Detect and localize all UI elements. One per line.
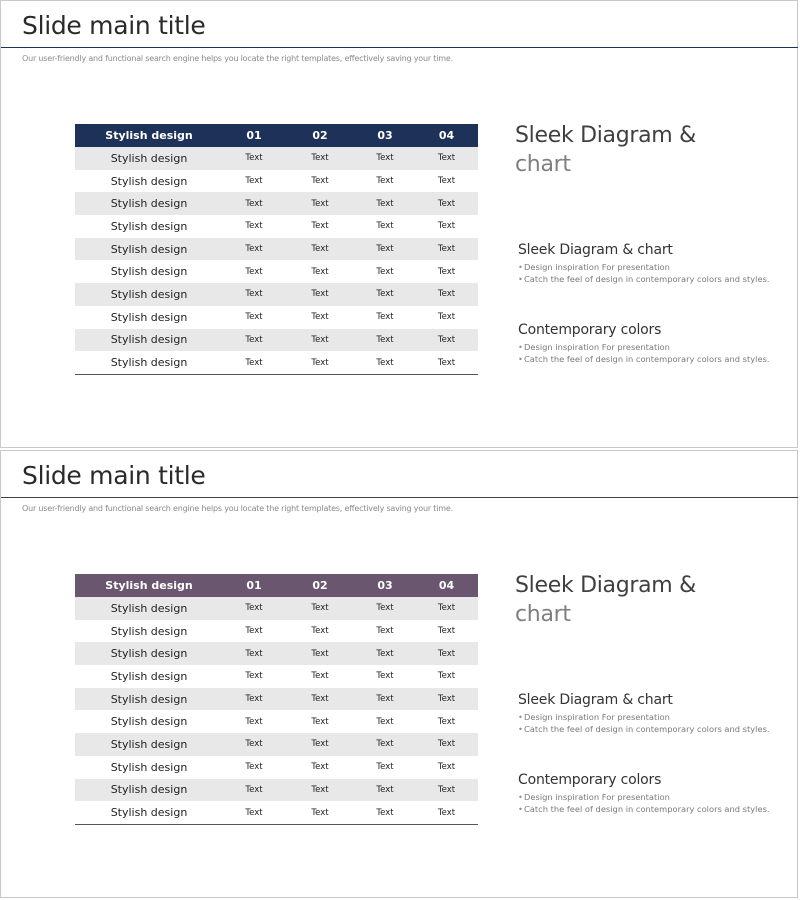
- table-header-column: 01: [223, 124, 285, 147]
- table-cell: Text: [415, 733, 478, 756]
- bullet-list: [518, 711, 788, 735]
- bullet-list: [518, 261, 788, 285]
- bullet-item: • Design inspiration For presentation: [518, 261, 788, 273]
- data-table: [75, 124, 478, 375]
- table-cell: Text: [285, 665, 355, 688]
- data-table: [75, 574, 478, 825]
- table-cell: Text: [223, 329, 285, 352]
- row-label: Stylish design: [75, 665, 223, 688]
- slide-title: Slide main title: [22, 461, 206, 490]
- table-header-row: [75, 574, 478, 597]
- slide-1: [0, 0, 798, 448]
- table-header-column: 04: [415, 574, 478, 597]
- table-cell: Text: [415, 688, 478, 711]
- row-label: Stylish design: [75, 238, 223, 261]
- row-label: Stylish design: [75, 329, 223, 352]
- table-header-column: 02: [285, 574, 355, 597]
- slide-title: Slide main title: [22, 11, 206, 40]
- table-cell: Text: [223, 779, 285, 802]
- table-cell: Text: [415, 260, 478, 283]
- side-heading: [515, 121, 785, 179]
- table-row: [75, 665, 478, 688]
- side-heading-line1: Sleek Diagram &: [515, 573, 696, 598]
- text-block-2: [518, 322, 788, 365]
- row-label: Stylish design: [75, 192, 223, 215]
- table-cell: Text: [415, 801, 478, 824]
- bullet-item: • Catch the feel of design in contemporary colors and styles.: [518, 723, 788, 735]
- table-row: [75, 801, 478, 824]
- table-header-column: 02: [285, 124, 355, 147]
- text-block-title: Sleek Diagram & chart: [518, 242, 673, 258]
- text-block-1: [518, 692, 788, 735]
- table-cell: Text: [285, 620, 355, 643]
- table-row: [75, 329, 478, 352]
- table-header-column: 04: [415, 124, 478, 147]
- table-cell: Text: [355, 283, 415, 306]
- row-label: Stylish design: [75, 260, 223, 283]
- table-cell: Text: [285, 147, 355, 170]
- table-cell: Text: [223, 170, 285, 193]
- table-cell: Text: [223, 688, 285, 711]
- slide-subtitle: Our user-friendly and functional search engine helps you locate the right templates, effectively saving your time.: [22, 504, 453, 513]
- table-cell: Text: [285, 306, 355, 329]
- table-cell: Text: [285, 756, 355, 779]
- table-row: [75, 710, 478, 733]
- table-cell: Text: [285, 710, 355, 733]
- side-heading: [515, 571, 785, 629]
- table-cell: Text: [415, 779, 478, 802]
- table-cell: Text: [285, 260, 355, 283]
- table-cell: Text: [285, 351, 355, 374]
- table-cell: Text: [223, 147, 285, 170]
- table-cell: Text: [355, 620, 415, 643]
- table-cell: Text: [415, 170, 478, 193]
- table-cell: Text: [223, 260, 285, 283]
- row-label: Stylish design: [75, 733, 223, 756]
- slide-subtitle: Our user-friendly and functional search engine helps you locate the right templates, effectively saving your time.: [22, 54, 453, 63]
- table-row: [75, 756, 478, 779]
- bullet-item: • Catch the feel of design in contemporary colors and styles.: [518, 273, 788, 285]
- bullet-item: • Design inspiration For presentation: [518, 341, 788, 353]
- table-cell: Text: [285, 215, 355, 238]
- table-cell: Text: [355, 756, 415, 779]
- table-cell: Text: [285, 170, 355, 193]
- table-cell: Text: [355, 306, 415, 329]
- row-label: Stylish design: [75, 710, 223, 733]
- table-cell: Text: [355, 779, 415, 802]
- bullet-item: • Design inspiration For presentation: [518, 711, 788, 723]
- table-header-column: 03: [355, 574, 415, 597]
- side-heading-line1: Sleek Diagram &: [515, 123, 696, 148]
- table-row: [75, 238, 478, 261]
- table-row: [75, 642, 478, 665]
- table-row: [75, 688, 478, 711]
- table-cell: Text: [223, 801, 285, 824]
- row-label: Stylish design: [75, 170, 223, 193]
- title-divider: [1, 47, 798, 48]
- row-label: Stylish design: [75, 620, 223, 643]
- table-cell: Text: [285, 192, 355, 215]
- table-cell: Text: [223, 351, 285, 374]
- table-row: [75, 779, 478, 802]
- table-cell: Text: [355, 733, 415, 756]
- table-cell: Text: [223, 597, 285, 620]
- table-cell: Text: [355, 351, 415, 374]
- table-row: [75, 260, 478, 283]
- table-row: [75, 306, 478, 329]
- row-label: Stylish design: [75, 351, 223, 374]
- table-cell: Text: [355, 260, 415, 283]
- table-cell: Text: [223, 215, 285, 238]
- table-cell: Text: [415, 665, 478, 688]
- row-label: Stylish design: [75, 642, 223, 665]
- bullet-item: • Catch the feel of design in contemporary colors and styles.: [518, 803, 788, 815]
- row-label: Stylish design: [75, 779, 223, 802]
- table-header-label: Stylish design: [75, 124, 223, 147]
- table-cell: Text: [415, 756, 478, 779]
- text-block-1: [518, 242, 788, 285]
- table-cell: Text: [355, 597, 415, 620]
- table-cell: Text: [355, 710, 415, 733]
- row-label: Stylish design: [75, 215, 223, 238]
- table-cell: Text: [223, 306, 285, 329]
- table-cell: Text: [223, 620, 285, 643]
- table-cell: Text: [355, 192, 415, 215]
- row-label: Stylish design: [75, 283, 223, 306]
- text-block-title: Contemporary colors: [518, 772, 662, 788]
- bullet-list: [518, 791, 788, 815]
- table-cell: Text: [415, 329, 478, 352]
- row-label: Stylish design: [75, 147, 223, 170]
- table-cell: Text: [415, 351, 478, 374]
- bullet-item: • Design inspiration For presentation: [518, 791, 788, 803]
- table-cell: Text: [355, 665, 415, 688]
- table-row: [75, 620, 478, 643]
- table-cell: Text: [285, 779, 355, 802]
- row-label: Stylish design: [75, 801, 223, 824]
- table-cell: Text: [415, 192, 478, 215]
- table-cell: Text: [355, 688, 415, 711]
- table-cell: Text: [223, 665, 285, 688]
- side-heading-line2: chart: [515, 152, 571, 177]
- table-row: [75, 215, 478, 238]
- title-divider: [1, 497, 798, 498]
- row-label: Stylish design: [75, 597, 223, 620]
- bullet-list: [518, 341, 788, 365]
- row-label: Stylish design: [75, 756, 223, 779]
- table-cell: Text: [355, 170, 415, 193]
- table-cell: Text: [223, 710, 285, 733]
- table-row: [75, 170, 478, 193]
- table-cell: Text: [285, 688, 355, 711]
- text-block-title: Sleek Diagram & chart: [518, 692, 673, 708]
- table-cell: Text: [355, 238, 415, 261]
- table-row: [75, 283, 478, 306]
- table-cell: Text: [223, 642, 285, 665]
- table-row: [75, 351, 478, 374]
- row-label: Stylish design: [75, 688, 223, 711]
- table-cell: Text: [223, 238, 285, 261]
- table-cell: Text: [415, 710, 478, 733]
- table-cell: Text: [355, 642, 415, 665]
- table-cell: Text: [223, 756, 285, 779]
- table-cell: Text: [223, 733, 285, 756]
- table-cell: Text: [285, 642, 355, 665]
- table-cell: Text: [415, 215, 478, 238]
- table-cell: Text: [285, 238, 355, 261]
- table-cell: Text: [223, 192, 285, 215]
- table-header-column: 03: [355, 124, 415, 147]
- table-cell: Text: [355, 147, 415, 170]
- row-label: Stylish design: [75, 306, 223, 329]
- table-cell: Text: [415, 306, 478, 329]
- table-row: [75, 192, 478, 215]
- table-cell: Text: [415, 620, 478, 643]
- table-cell: Text: [415, 283, 478, 306]
- table-cell: Text: [355, 801, 415, 824]
- table-cell: Text: [223, 283, 285, 306]
- table-cell: Text: [415, 147, 478, 170]
- table-cell: Text: [415, 642, 478, 665]
- table-cell: Text: [415, 238, 478, 261]
- table-row: [75, 733, 478, 756]
- table-cell: Text: [285, 597, 355, 620]
- table-cell: Text: [285, 329, 355, 352]
- table-cell: Text: [285, 733, 355, 756]
- table-cell: Text: [285, 801, 355, 824]
- table-cell: Text: [355, 215, 415, 238]
- table-cell: Text: [355, 329, 415, 352]
- text-block-title: Contemporary colors: [518, 322, 662, 338]
- table-row: [75, 147, 478, 170]
- bullet-item: • Catch the feel of design in contemporary colors and styles.: [518, 353, 788, 365]
- table-row: [75, 597, 478, 620]
- table-header-row: [75, 124, 478, 147]
- slide-2: [0, 450, 798, 898]
- text-block-2: [518, 772, 788, 815]
- table-cell: Text: [415, 597, 478, 620]
- table-header-column: 01: [223, 574, 285, 597]
- side-heading-line2: chart: [515, 602, 571, 627]
- table-cell: Text: [285, 283, 355, 306]
- table-header-label: Stylish design: [75, 574, 223, 597]
